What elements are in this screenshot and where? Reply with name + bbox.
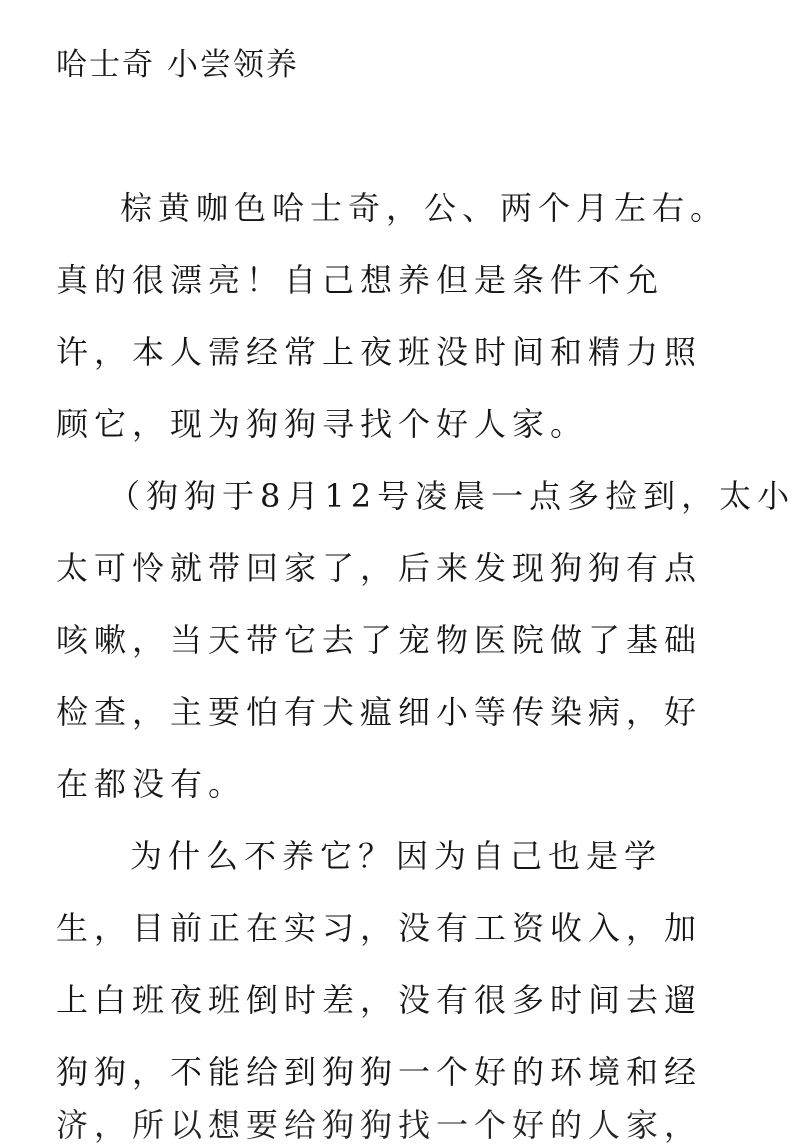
cut-off-line: 济，所以想要给狗狗找一个好的人家， (56, 1106, 703, 1144)
paragraph-2-line-5: 在都没有。 (56, 765, 247, 803)
paragraph-3-line-2: 生，目前正在实习，没有工资收入，加 (56, 909, 703, 947)
paragraph-1-line-3: 许，本人需经常上夜班没时间和精力照 (56, 333, 703, 371)
paragraph-2-line-2: 太可怜就带回家了，后来发现狗狗有点 (56, 549, 703, 587)
note-title: 哈士奇 小尝领养 (56, 47, 299, 83)
paragraph-1-line-1: 棕黄咖色哈士奇，公、两个月左右。 (120, 189, 729, 227)
paragraph-2-line-1: （狗狗于8月12号凌晨一点多捡到，太小 (108, 477, 796, 515)
paragraph-3-line-1: 为什么不养它？因为自己也是学 (130, 837, 663, 875)
paragraph-1-line-2: 真的很漂亮！自己想养但是条件不允 (56, 261, 665, 299)
paragraph-3-line-3: 上白班夜班倒时差，没有很多时间去遛 (56, 981, 703, 1019)
paragraph-2-line-3: 咳嗽，当天带它去了宠物医院做了基础 (56, 621, 703, 659)
paragraph-3-line-4: 狗狗，不能给到狗狗一个好的环境和经 (56, 1053, 703, 1091)
paragraph-2-line-4: 检查，主要怕有犬瘟细小等传染病，好 (56, 693, 703, 731)
paragraph-1-line-4: 顾它，现为狗狗寻找个好人家。 (56, 405, 589, 443)
